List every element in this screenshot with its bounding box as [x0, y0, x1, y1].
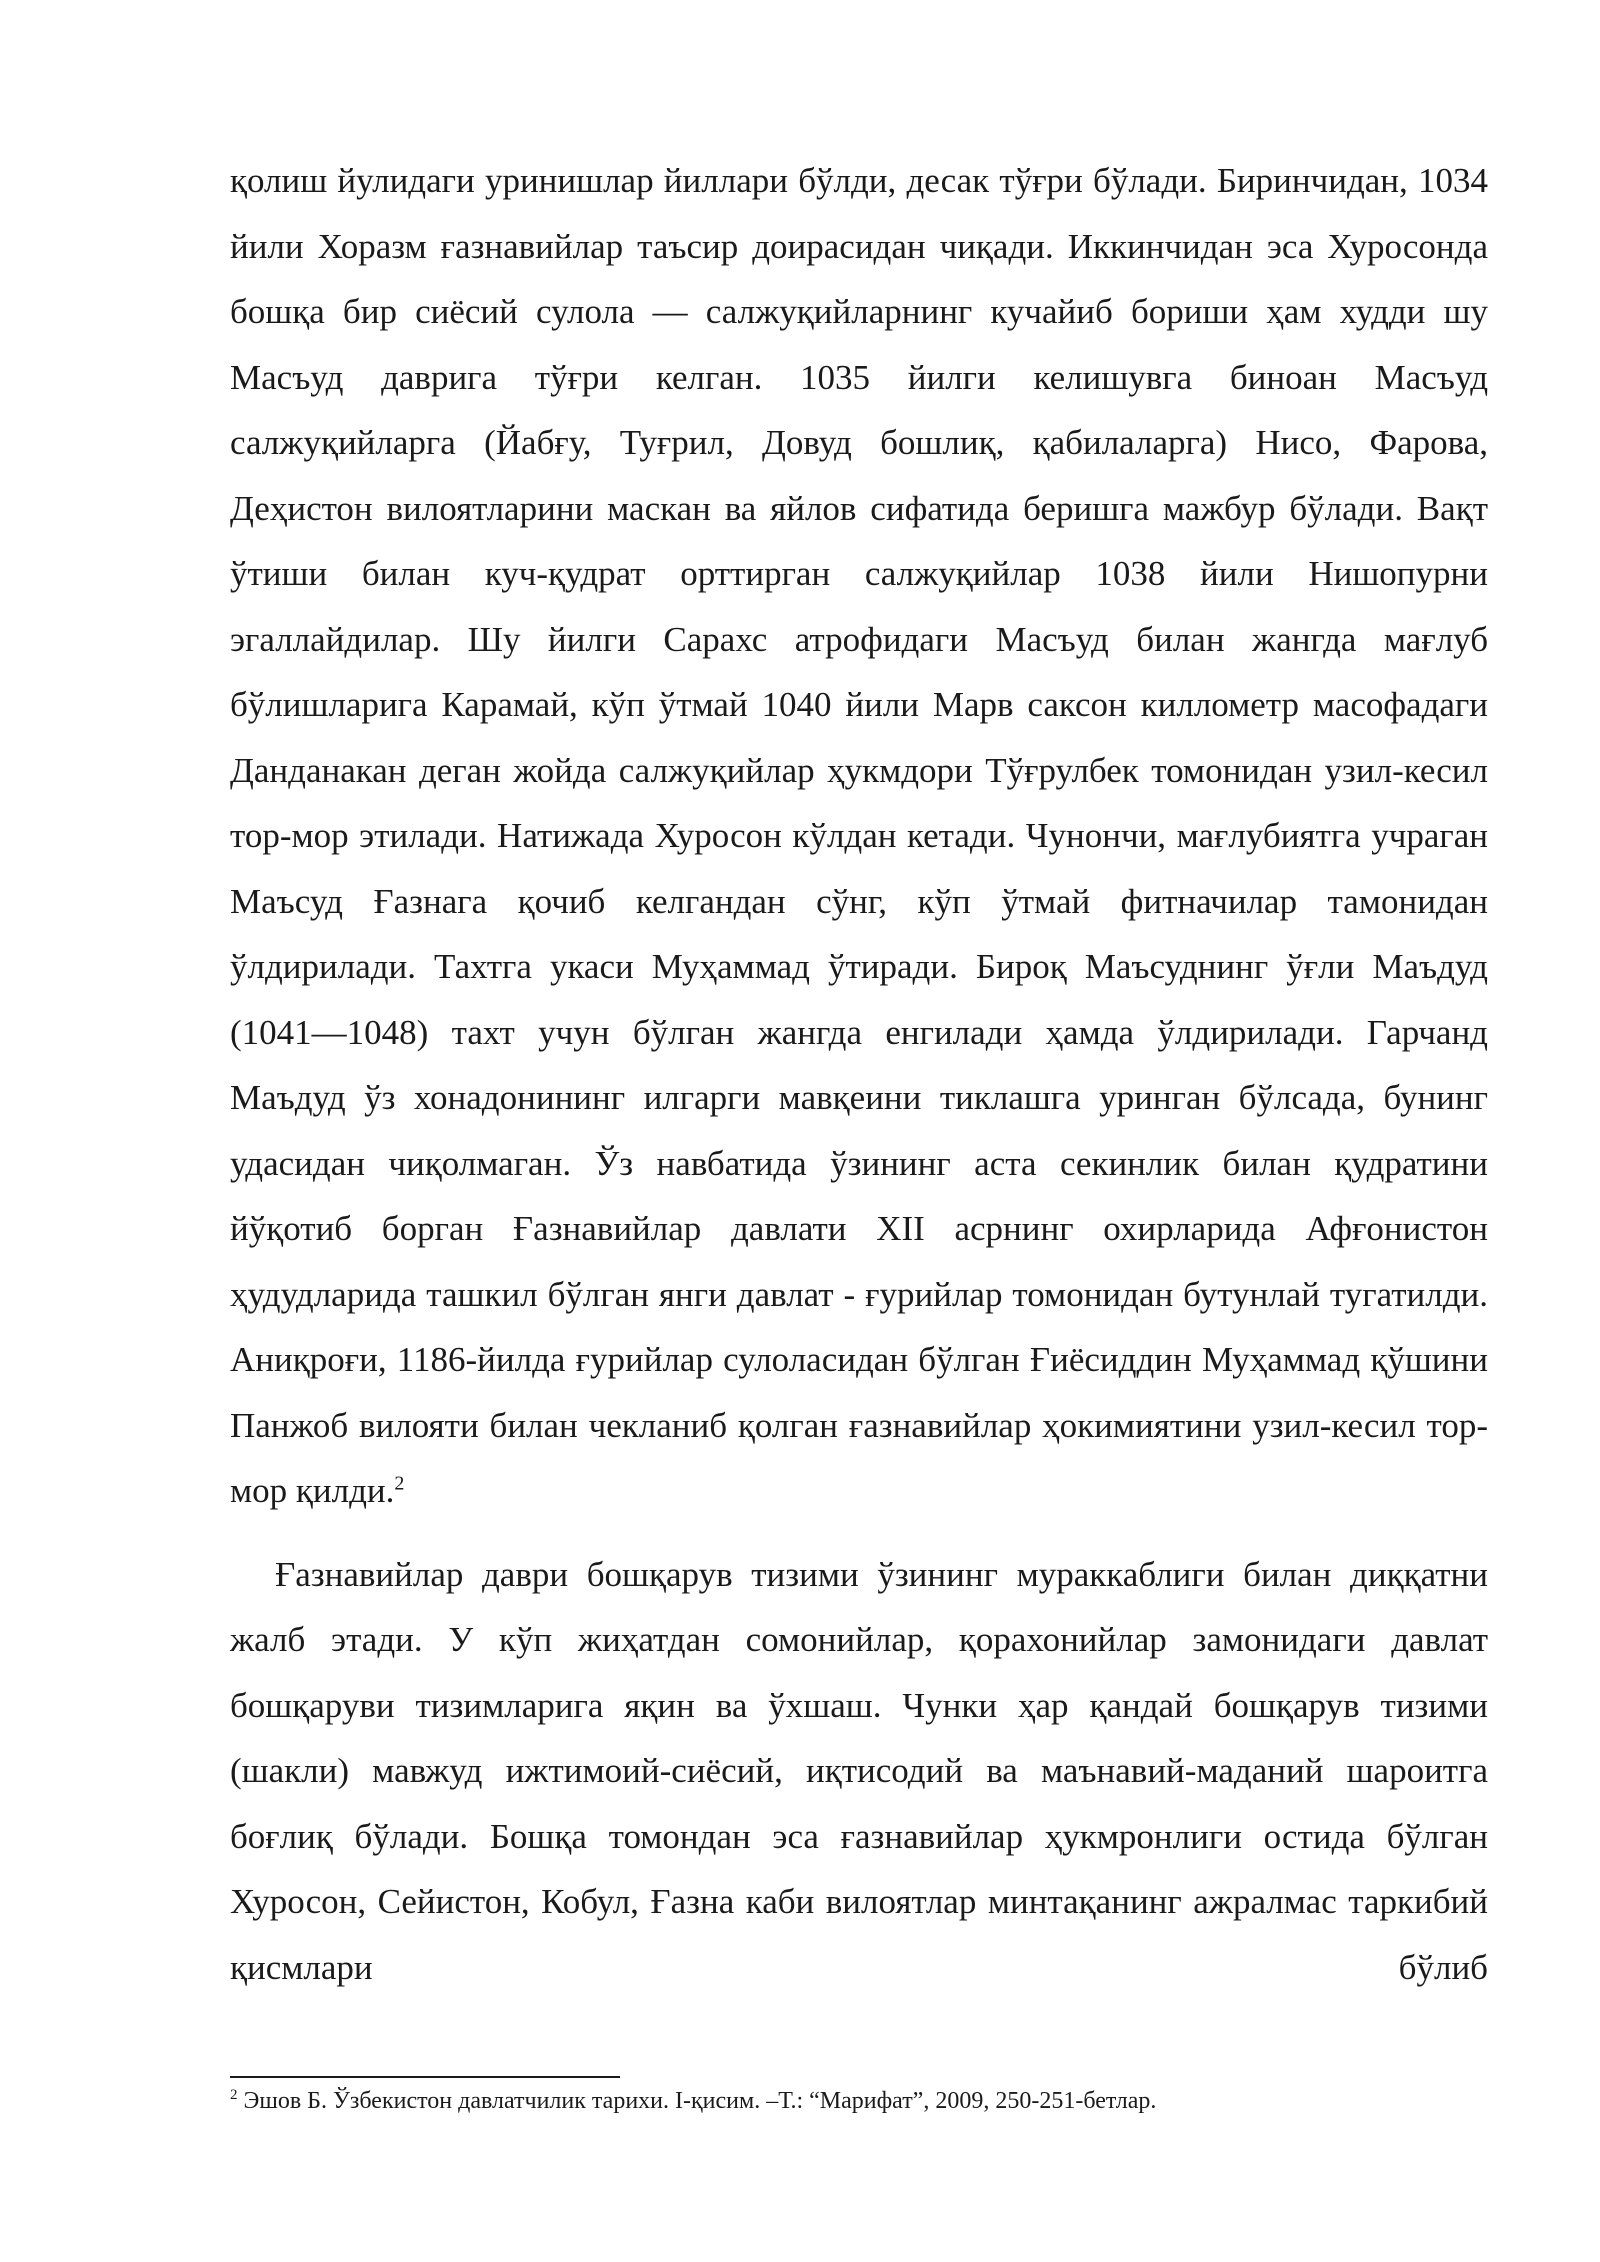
document-body	[230, 148, 1488, 2000]
paragraph-1	[230, 148, 1488, 1524]
footnote-separator	[230, 2076, 620, 2078]
footnote-text: Эшов Б. Ўзбекистон давлатчилик тарихи. I-қисим. –Т.: “Марифат”, 2009, 250-251-бетлар.	[237, 2088, 1157, 2114]
footnote-number: 2	[230, 2087, 238, 2103]
footnote-reference[interactable]: 2	[394, 1472, 405, 1495]
footnote	[230, 2084, 1488, 2118]
paragraph-2-text: Ғазнавийлар даври бошқарув тизими ўзининг мураккаблиги билан диққатни жалб этади. У кўп жиҳатдан сомонийлар, қорахонийлар замонидаги давлат бошқаруви тизимларига яқин ва ўхшаш. Чунки ҳар қандай бошқарув тизими (шакли) мавжуд ижтимоий-сиёсий, иқтисодий ва маънавий-маданий шароитга боғлиқ бўлади. Бошқа томондан эса ғазнавийлар ҳукмронлиги остида бўлган Хуросон, Сейистон, Кобул, Ғазна каби вилоятлар минтақанинг ажралмас таркибий қисмлари бўлиб	[230, 1554, 1488, 1987]
paragraph-1-text: қолиш йулидаги уринишлар йиллари бўлди, десак тўғри бўлади. Биринчидан, 1034 йили Хоразм ғазнавийлар таъсир доирасидан чиқади. Иккинчидан эса Хуросонда бошқа бир сиёсий сулола — салжуқийларнинг кучайиб бориши ҳам худди шу Масъуд даврига тўғри келган. 1035 йилги келишувга биноан Масъуд салжуқийларга (Йабғу, Туғрил, Довуд бошлиқ, қабилаларга) Нисо, Фарова, Деҳистон вилоятларини маскан ва яйлов сифатида беришга мажбур бўлади. Вақт ўтиши билан куч-қудрат орттирган салжуқийлар 1038 йили Нишопурни эгаллайдилар. Шу йилги Сарахс атрофидаги Масъуд билан жангда мағлуб бўлишларига Карамай, кўп ўтмай 1040 йили Марв саксон киллометр масофадаги Данданакан деган жойда салжуқийлар ҳукмдори Тўғрулбек томонидан узил-кесил тор-мор этилади. Натижада Хуросон кўлдан кетади. Чунончи, мағлубиятга учраган Маъсуд Ғазнага қочиб келгандан сўнг, кўп ўтмай фитначилар тамонидан ўлдирилади. Тахтга укаси Муҳаммад ўтиради. Бироқ Маъсуднинг ўғли Маъдуд (1041—1048) тахт учун бўлган жангда енгилади ҳамда ўлдирилади. Гарчанд Маъдуд ўз хонадонининг илгарги мавқеини тиклашга уринган бўлсада, бунинг удасидан чиқолмаган. Ўз навбатида ўзининг аста секинлик билан қудратини йўқотиб борган Ғазнавийлар давлати XII асрнинг охирларида Афғонистон ҳудудларида ташкил бўлган янги давлат - ғурийлар томонидан бутунлай тугатилди. Аниқроғи, 1186-йилда ғурийлар сулоласидан бўлган Ғиёсиддин Муҳаммад қўшини Панжоб вилояти билан чекланиб қолган ғазнавийлар ҳокимиятини узил-кесил тор-мор қилди.	[230, 161, 1488, 1510]
paragraph-2	[230, 1542, 1488, 2001]
